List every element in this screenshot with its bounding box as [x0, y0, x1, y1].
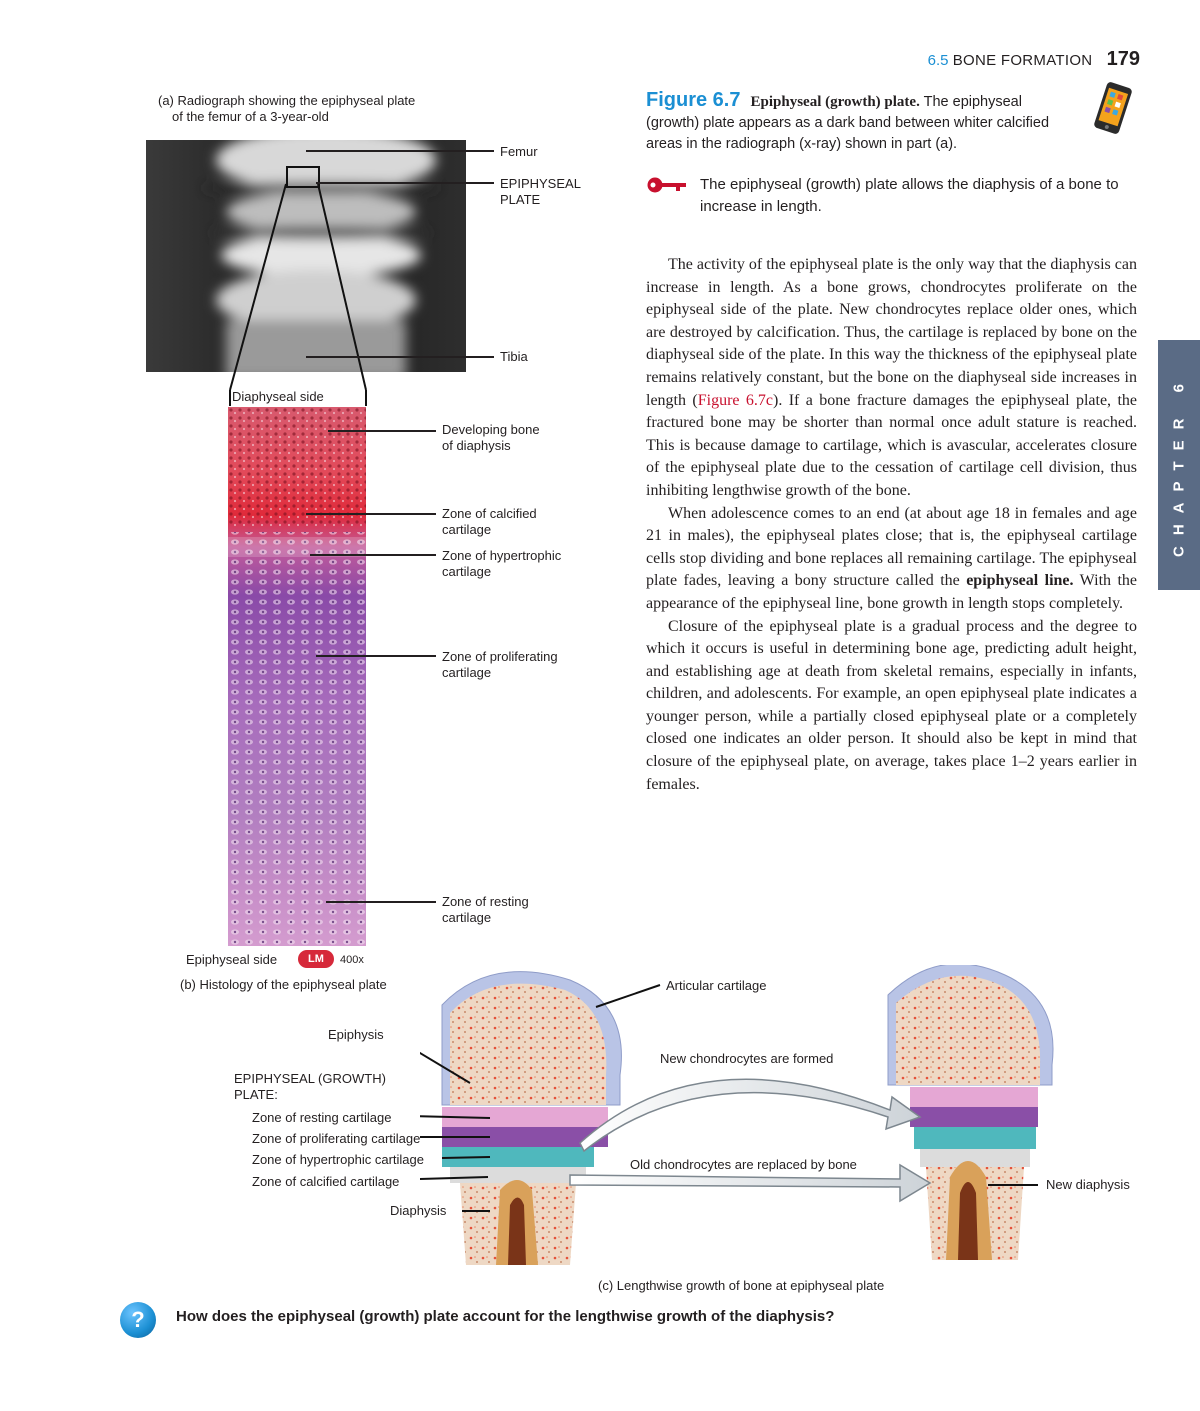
part-a-title: (a) Radiograph showing the epiphyseal plate of the femur of a 3-year-old: [158, 93, 416, 124]
question-icon: ?: [120, 1302, 156, 1338]
label-new-chondrocytes: New chondrocytes are formed: [660, 1051, 834, 1066]
label-diaphyseal-side: Diaphyseal side: [232, 389, 324, 404]
label-epiphysis: Epiphysis: [328, 1027, 384, 1042]
chapter-tab: [1158, 340, 1200, 590]
part-c-caption: (c) Lengthwise growth of bone at epiphyseal plate: [598, 1278, 885, 1293]
figure-title: Epiphyseal (growth) plate.: [750, 94, 920, 110]
lm-badge: LM: [298, 950, 334, 968]
label-femur: Femur: [500, 144, 538, 159]
label-c-zone-calcified: Zone of calcified cartilage: [252, 1174, 400, 1189]
key-icon: [646, 176, 688, 194]
section-title: BONE FORMATION: [952, 52, 1093, 69]
histology-image: [228, 407, 366, 946]
label-developing-bone: Developing bone of diaphysis: [442, 422, 540, 453]
label-diaphysis: Diaphysis: [390, 1203, 447, 1218]
part-b-caption: (b) Histology of the epiphyseal plate: [180, 977, 387, 992]
label-articular-cartilage: Articular cartilage: [666, 978, 767, 993]
running-header: [880, 48, 1140, 71]
label-c-zone-hypertrophic: Zone of hypertrophic cartilage: [252, 1152, 424, 1167]
label-new-diaphysis: New diaphysis: [1046, 1177, 1130, 1192]
label-plate-heading: EPIPHYSEAL (GROWTH) PLATE:: [234, 1071, 386, 1102]
term-epiphyseal-line: epiphyseal line.: [966, 572, 1074, 590]
page-number: 179: [1106, 48, 1140, 70]
label-zone-resting: Zone of resting cartilage: [442, 894, 529, 925]
mobile-resources-icon[interactable]: [1088, 80, 1138, 136]
body-text: [646, 254, 1137, 796]
label-old-chondrocytes: Old chondrocytes are replaced by bone: [630, 1157, 857, 1172]
section-number: 6.5: [927, 52, 949, 69]
figure-link[interactable]: Figure 6.7c: [697, 391, 773, 409]
magnification: 400x: [340, 954, 364, 966]
label-c-zone-resting: Zone of resting cartilage: [252, 1110, 392, 1125]
growth-diagram: [420, 965, 1140, 1265]
label-c-zone-proliferating: Zone of proliferating cartilage: [252, 1131, 421, 1146]
paragraph-2: When adolescence comes to an end (at about age 18 in females and age 21 in males), the epiphyseal plates close; that is, the epiphyseal cartilage cells stop dividing and bone replaces all remaining cartilage. The epiphyseal plate fades, leaving a bony structure called the epiphyseal line. With the appearance of the epiphyseal line, bone growth in length stops completely.: [646, 504, 1138, 612]
paragraph-3: Closure of the epiphyseal plate is a gradual process and the degree to which it occurs is useful in determining bone age, predicting adult height, and establishing age at death from skeletal remains, especially in infants, children, and adolescents. For example, an open epiphyseal plate indicates a younger person, while a partially closed epiphyseal plate or a completely closed one indicates an older person. It should also be kept in mind that closure of the epiphyseal plate, on average, takes place 1–2 years earlier in females.: [646, 617, 1137, 793]
review-question: How does the epiphyseal (growth) plate account for the lengthwise growth of the diaphysis?: [176, 1308, 835, 1325]
label-zone-hypertrophic: Zone of hypertrophic cartilage: [442, 548, 562, 579]
zoom-lines: [220, 180, 380, 410]
key-concept-text: The epiphyseal (growth) plate allows the diaphysis of a bone to increase in length.: [700, 176, 1119, 215]
figure-caption-block: [646, 90, 1076, 155]
chapter-tab-text: CHAPTER 6: [1170, 372, 1188, 558]
label-epiphyseal-side: Epiphyseal side: [186, 952, 278, 967]
label-epiphyseal-plate: EPIPHYSEAL PLATE: [500, 176, 581, 207]
figure-number: Figure 6.7: [646, 89, 741, 111]
paragraph-1: The activity of the epiphyseal plate is the only way that the diaphysis can increase in length. As a bone grows, chondrocytes proliferate on the epiphyseal side of the plate. New chondrocytes replace older ones, which are destroyed by calcification. Thus, the cartilage is replaced by bone on the diaphyseal side of the plate. In this way the thickness of the epiphyseal plate remains relatively constant, but the bone on the diaphyseal side increases in length (Figure 6.7c). If a bone fracture damages the epiphyseal plate, the fractured bone may be shorter than normal once adult stature is reached. This is because damage to cartilage, which is avascular, accelerates closure of the epiphyseal plate due to the cessation of cartilage cell division, thus inhibiting lengthwise growth of the bone.: [646, 256, 1137, 499]
label-zone-proliferating: Zone of proliferating cartilage: [442, 649, 558, 680]
label-zone-calcified: Zone of calcified cartilage: [442, 506, 537, 537]
figure-caption: The epiphyseal (growth) plate appears as a dark band between whiter calcified areas in the radiograph (x-ray) shown in part (a).: [646, 94, 1050, 152]
label-tibia: Tibia: [500, 349, 528, 364]
